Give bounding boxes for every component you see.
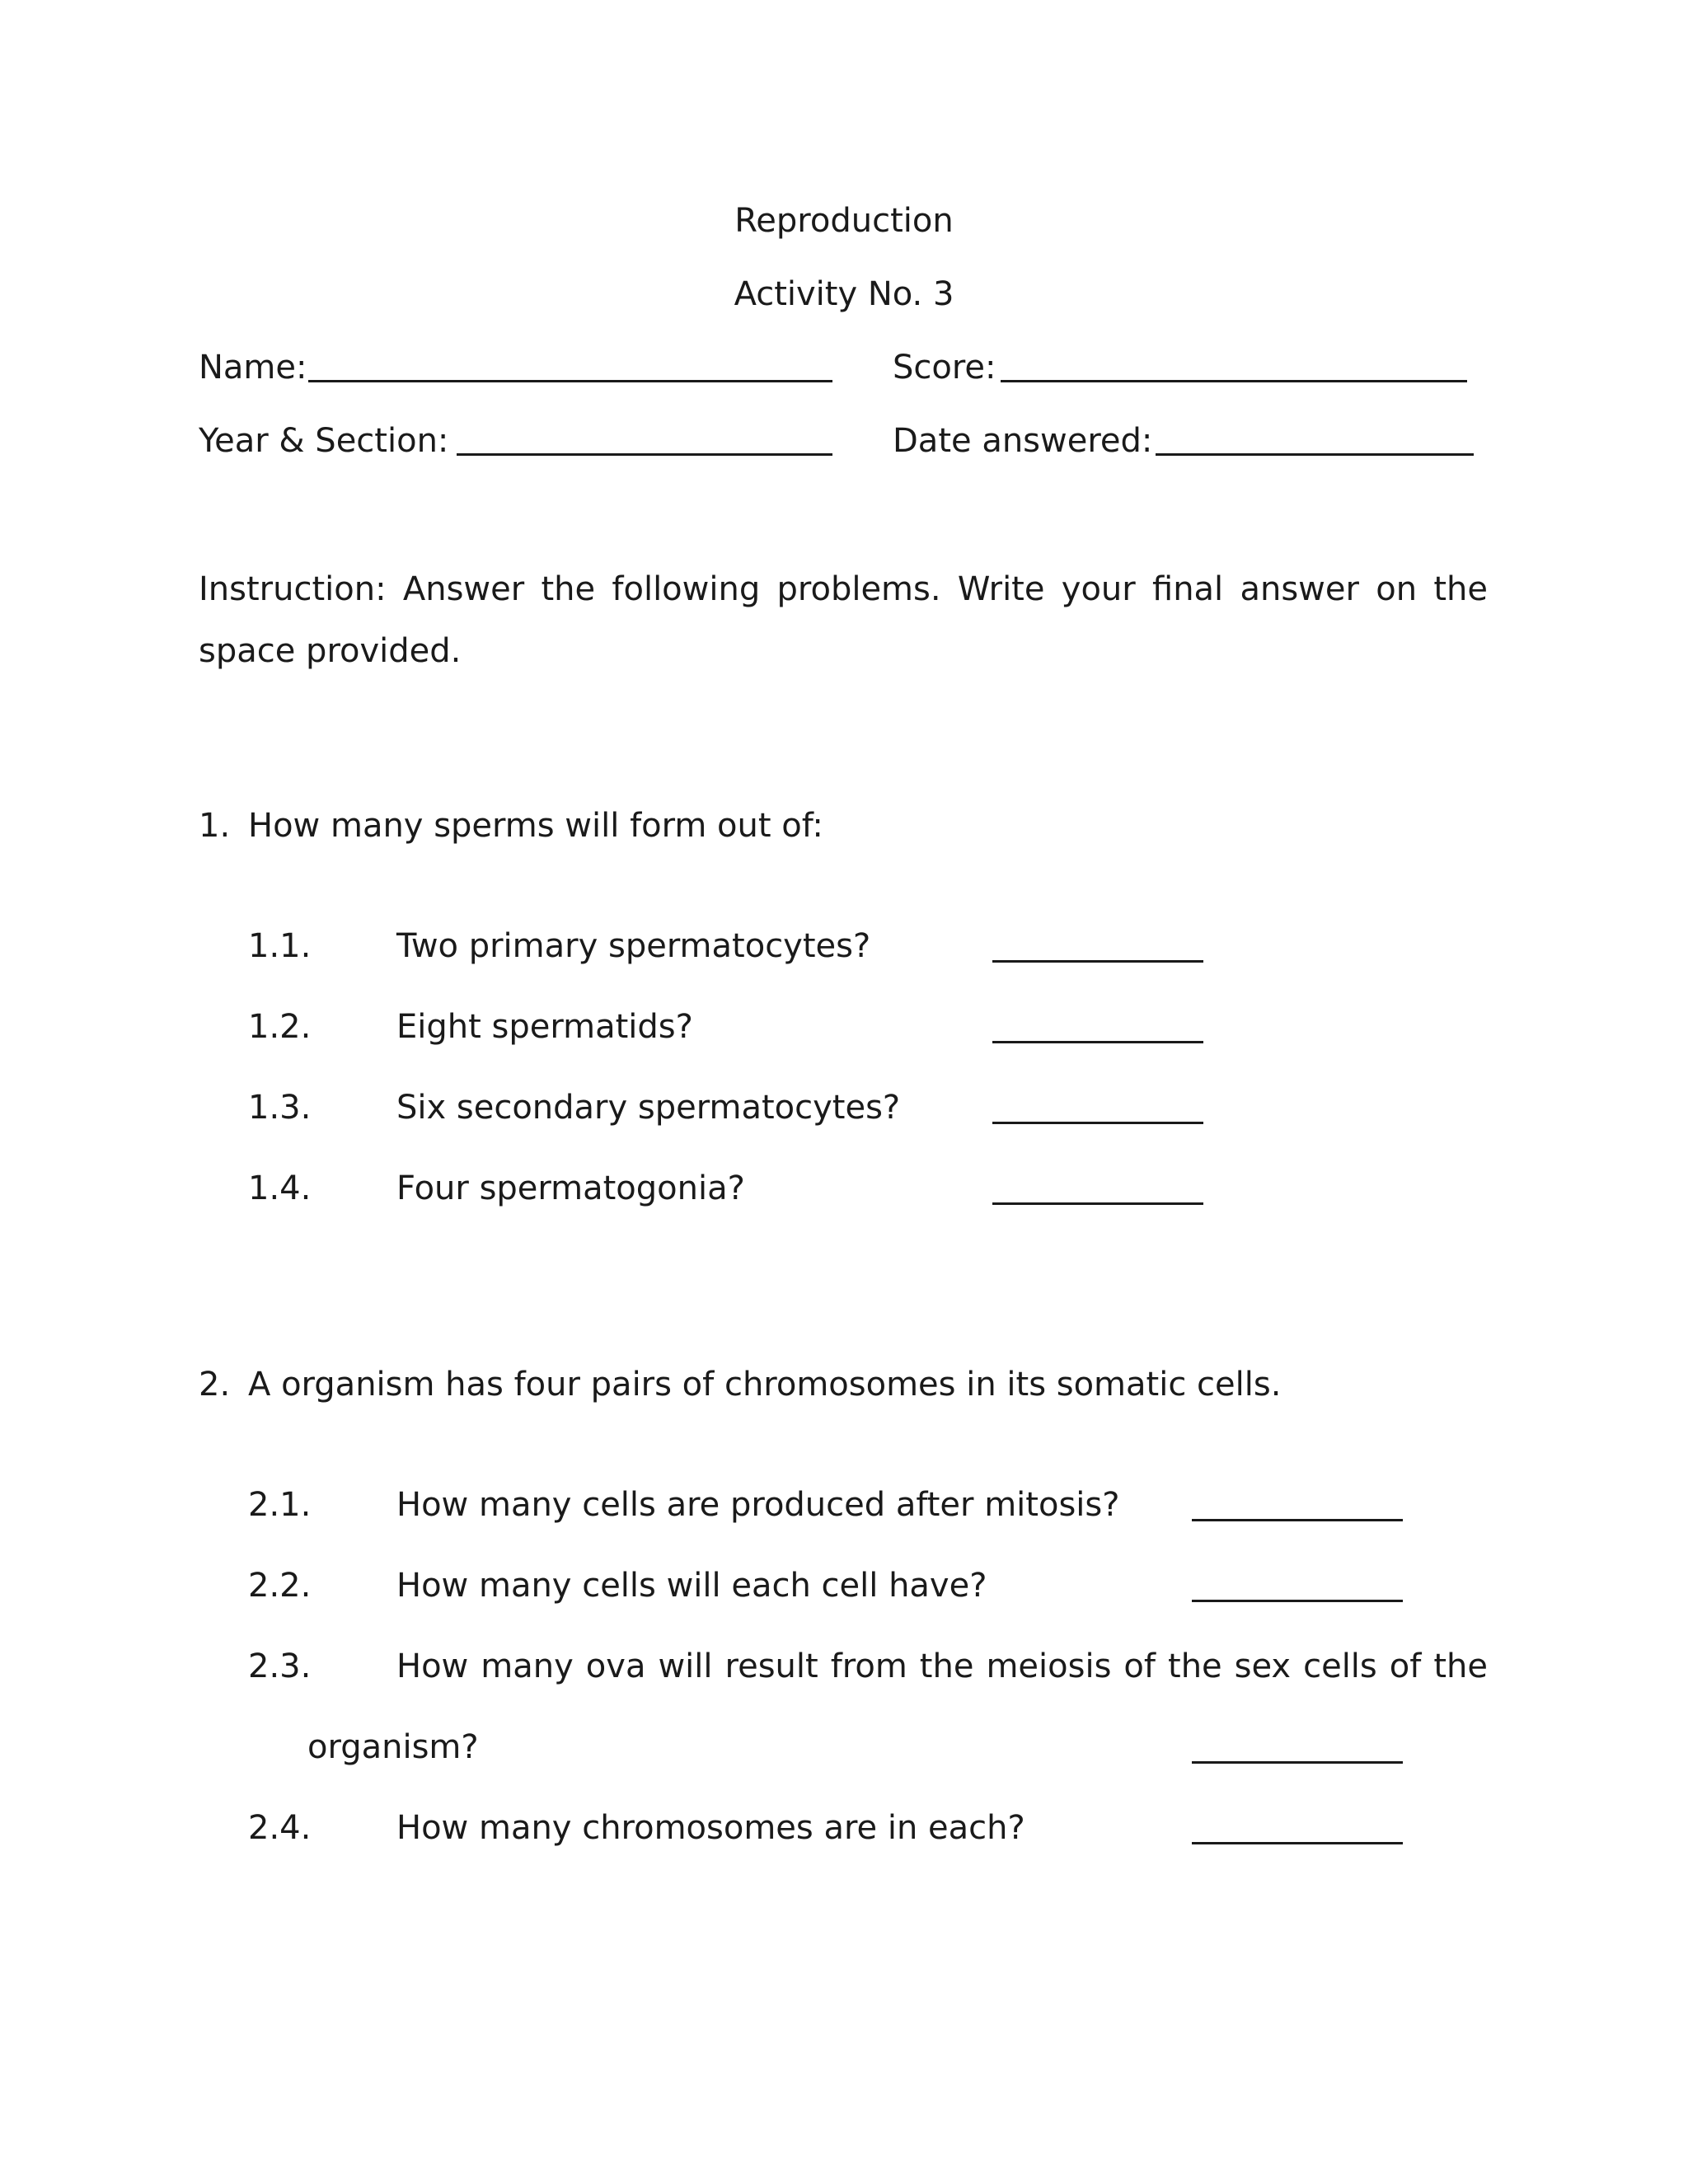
item-1-3-number: 1.3. bbox=[248, 1089, 312, 1127]
answer-blank-1-1[interactable] bbox=[992, 960, 1203, 963]
item-2-4-text: How many chromosomes are in each? bbox=[396, 1809, 1025, 1847]
item-2-1-number: 2.1. bbox=[248, 1486, 312, 1524]
date-answered-label: Date answered: bbox=[893, 422, 1153, 460]
answer-blank-2-3[interactable] bbox=[1192, 1761, 1403, 1764]
answer-blank-1-2[interactable] bbox=[992, 1041, 1203, 1043]
item-2-1-text: How many cells are produced after mitosis? bbox=[396, 1486, 1120, 1524]
question-1-number: 1. bbox=[199, 807, 231, 845]
date-answered-field[interactable] bbox=[1156, 453, 1474, 456]
question-2-number: 2. bbox=[199, 1366, 231, 1404]
instruction-line-1: Instruction: Answer the following problems. Write your final answer on the bbox=[199, 570, 1488, 608]
score-field[interactable] bbox=[1001, 380, 1467, 382]
question-2-text: A organism has four pairs of chromosomes in its somatic cells. bbox=[248, 1366, 1282, 1404]
answer-blank-2-1[interactable] bbox=[1192, 1519, 1403, 1521]
item-1-1-number: 1.1. bbox=[248, 927, 312, 965]
item-1-3-text: Six secondary spermatocytes? bbox=[396, 1089, 901, 1127]
year-section-field[interactable] bbox=[457, 453, 832, 456]
score-label: Score: bbox=[893, 349, 996, 387]
item-2-3-number: 2.3. bbox=[248, 1647, 312, 1685]
answer-blank-1-3[interactable] bbox=[992, 1122, 1203, 1124]
answer-blank-1-4[interactable] bbox=[992, 1202, 1203, 1205]
item-1-2-text: Eight spermatids? bbox=[396, 1008, 693, 1046]
item-1-2-number: 1.2. bbox=[248, 1008, 312, 1046]
item-1-4-text: Four spermatogonia? bbox=[396, 1169, 745, 1207]
question-1-text: How many sperms will form out of: bbox=[248, 807, 823, 845]
item-1-1-text: Two primary spermatocytes? bbox=[396, 927, 871, 965]
page-subtitle: Activity No. 3 bbox=[734, 275, 954, 313]
page-title: Reproduction bbox=[734, 202, 954, 240]
item-2-2-text: How many cells will each cell have? bbox=[396, 1567, 987, 1605]
year-section-label: Year & Section: bbox=[199, 422, 449, 460]
item-2-3-continuation: organism? bbox=[307, 1728, 479, 1766]
name-field[interactable] bbox=[308, 380, 832, 382]
item-2-3-text: How many ova will result from the meiosis of the sex cells of the bbox=[396, 1647, 1488, 1685]
instruction-paragraph bbox=[199, 559, 1488, 682]
item-2-4-number: 2.4. bbox=[248, 1809, 312, 1847]
item-2-2-number: 2.2. bbox=[248, 1567, 312, 1605]
name-label: Name: bbox=[199, 349, 307, 387]
instruction-line-2: space provided. bbox=[199, 632, 462, 670]
answer-blank-2-4[interactable] bbox=[1192, 1842, 1403, 1844]
item-1-4-number: 1.4. bbox=[248, 1169, 312, 1207]
answer-blank-2-2[interactable] bbox=[1192, 1600, 1403, 1602]
